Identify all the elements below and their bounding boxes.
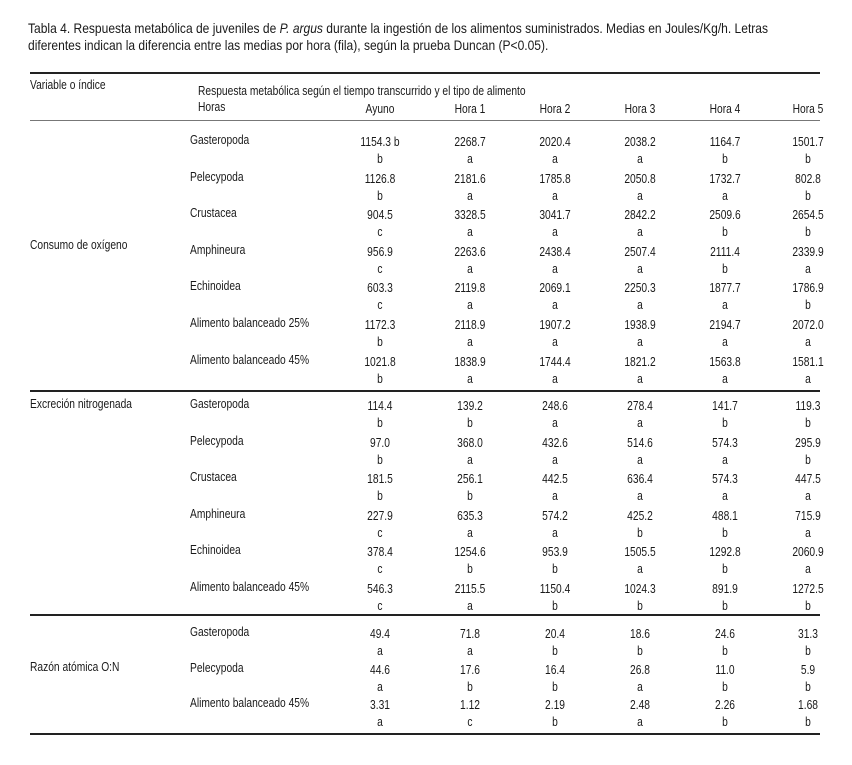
cell-value: 953.9	[542, 545, 568, 560]
cell-value: 1744.4	[539, 354, 571, 369]
cell-value: 3041.7	[539, 208, 571, 223]
cell-significance-letter: b	[722, 225, 728, 240]
cell-significance-letter: c	[467, 715, 473, 729]
cell-significance-letter: a	[805, 489, 811, 504]
cell-value: 2268.7	[454, 135, 486, 149]
cell-significance-letter: a	[805, 335, 811, 349]
cell-value: 2507.4	[624, 244, 656, 259]
cell-value: 71.8	[460, 627, 480, 641]
cell-significance-letter: a	[467, 188, 473, 203]
cell-significance-letter: b	[552, 679, 558, 694]
cell-significance-letter: a	[377, 644, 383, 658]
cell-significance-letter: b	[552, 599, 558, 613]
cell-significance-letter: a	[377, 679, 383, 694]
cell-value: 181.5	[367, 472, 393, 487]
cell-significance-letter: a	[377, 715, 383, 729]
row-label: Pelecypoda	[190, 169, 244, 184]
cell-significance-letter: a	[552, 371, 558, 386]
cell-significance-letter: a	[552, 225, 558, 240]
cell-value: 1838.9	[454, 354, 486, 369]
cell-value: 574.2	[542, 508, 568, 523]
column-header: Hora 1	[454, 102, 486, 116]
cell-significance-letter: a	[637, 371, 643, 386]
row-label: Pelecypoda	[190, 660, 244, 675]
cell-significance-letter: b	[805, 225, 811, 240]
row-label: Crustacea	[190, 206, 237, 221]
cell-value: 2060.9	[792, 545, 824, 560]
cell-significance-letter: a	[722, 371, 728, 386]
cell-significance-letter: a	[552, 525, 558, 540]
cell-significance-letter: b	[805, 152, 811, 166]
cell-significance-letter: a	[637, 261, 643, 276]
cell-value: 1785.8	[539, 171, 571, 186]
cell-value: 1732.7	[709, 171, 741, 186]
column-header: Hora 5	[792, 102, 824, 116]
cell-value: 488.1	[712, 508, 738, 523]
column-header: Hora 3	[624, 102, 656, 116]
cell-significance-letter: b	[722, 562, 728, 577]
cell-value: 442.5	[542, 472, 568, 487]
cell-value: 2339.9	[792, 244, 824, 259]
cell-significance-letter: a	[552, 489, 558, 504]
row-label: Crustacea	[190, 470, 237, 485]
cell-significance-letter: b	[467, 562, 473, 577]
cell-significance-letter: b	[377, 416, 383, 430]
cell-value: 2072.0	[792, 318, 824, 332]
row-label: Alimento balanceado 45%	[190, 580, 310, 594]
table-caption-line1	[28, 20, 768, 37]
section-rule	[30, 733, 820, 735]
cell-significance-letter: a	[467, 644, 473, 658]
cell-value: 278.4	[627, 399, 653, 413]
cell-significance-letter: b	[552, 562, 558, 577]
cell-significance-letter: a	[552, 152, 558, 166]
cell-significance-letter: a	[637, 298, 643, 313]
cell-value: 378.4	[367, 545, 393, 560]
cell-value: 11.0	[715, 662, 735, 677]
variable-label: Excreción nitrogenada	[30, 397, 133, 411]
row-label: Alimento balanceado 25%	[190, 316, 310, 330]
cell-significance-letter: b	[805, 298, 811, 313]
cell-value: 636.4	[627, 472, 653, 487]
cell-significance-letter: b	[552, 644, 558, 658]
cell-value: 2020.4	[539, 135, 571, 149]
cell-value: 603.3	[367, 281, 393, 296]
cell-significance-letter: c	[377, 225, 383, 240]
cell-value: 2438.4	[539, 244, 571, 259]
cell-value: 2038.2	[624, 135, 656, 149]
cell-value: 1563.8	[709, 354, 741, 369]
cell-significance-letter: b	[805, 599, 811, 613]
cell-significance-letter: a	[805, 261, 811, 276]
cell-significance-letter: b	[637, 525, 643, 540]
row-label: Echinoidea	[190, 279, 241, 294]
cell-significance-letter: a	[552, 416, 558, 430]
cell-value: 295.9	[795, 435, 821, 450]
cell-significance-letter: a	[805, 525, 811, 540]
row-label: Gasteropoda	[190, 625, 250, 639]
cell-significance-letter: b	[377, 371, 383, 386]
cell-value: 1821.2	[624, 354, 656, 369]
caption-text: durante la ingestión de los alimentos suministrados. Medias en Joules/Kg/h. Letras	[322, 20, 769, 36]
cell-value: 1021.8	[364, 354, 396, 369]
cell-value: 114.4	[367, 399, 393, 413]
caption-species: P. argus	[279, 20, 323, 36]
cell-significance-letter: b	[722, 525, 728, 540]
cell-value: 2250.3	[624, 281, 656, 296]
cell-significance-letter: a	[637, 225, 643, 240]
cell-value: 2118.9	[454, 318, 486, 332]
cell-significance-letter: a	[637, 452, 643, 467]
variable-label: Consumo de oxígeno	[30, 238, 128, 252]
header-rule	[30, 120, 820, 121]
cell-value: 2.48	[630, 698, 650, 712]
table-caption-line2: diferentes indican la diferencia entre las medias por hora (fila), según la prueba Duncan (P<0.05).	[28, 37, 549, 53]
cell-value: 447.5	[795, 472, 821, 487]
cell-significance-letter: b	[467, 679, 473, 694]
cell-significance-letter: a	[637, 562, 643, 577]
cell-significance-letter: a	[552, 261, 558, 276]
cell-value: 2069.1	[539, 281, 571, 296]
cell-significance-letter: b	[377, 335, 383, 349]
cell-value: 3.31	[370, 698, 390, 712]
cell-value: 715.9	[795, 508, 821, 523]
cell-value: 2115.5	[454, 582, 486, 596]
cell-value: 368.0	[457, 435, 483, 450]
cell-value: 546.3	[367, 582, 393, 596]
cell-significance-letter: a	[805, 562, 811, 577]
cell-value: 139.2	[457, 399, 483, 413]
cell-value: 1.12	[460, 698, 480, 712]
cell-value: 17.6	[460, 662, 480, 677]
cell-significance-letter: b	[377, 152, 383, 166]
cell-value: 574.3	[712, 435, 738, 450]
column-header: Hora 2	[539, 102, 571, 116]
section-rule	[30, 390, 820, 392]
cell-significance-letter: a	[637, 715, 643, 729]
row-label: Gasteropoda	[190, 133, 250, 147]
cell-significance-letter: a	[552, 298, 558, 313]
cell-significance-letter: b	[805, 715, 811, 729]
cell-value: 1501.7	[792, 135, 824, 149]
cell-value: 904.5	[367, 208, 393, 223]
cell-value: 1938.9	[624, 318, 656, 332]
header-group: Respuesta metabólica según el tiempo transcurrido y el tipo de alimento	[198, 84, 526, 98]
cell-value: 44.6	[370, 662, 390, 677]
cell-value: 3328.5	[454, 208, 486, 223]
row-label: Amphineura	[190, 506, 246, 521]
cell-significance-letter: b	[722, 644, 728, 658]
row-label: Alimento balanceado 45%	[190, 696, 310, 710]
cell-significance-letter: a	[552, 188, 558, 203]
cell-value: 2194.7	[709, 318, 741, 332]
cell-significance-letter: b	[722, 599, 728, 613]
cell-significance-letter: a	[552, 335, 558, 349]
row-label: Echinoidea	[190, 543, 241, 558]
cell-significance-letter: a	[467, 335, 473, 349]
row-label: Pelecypoda	[190, 433, 244, 448]
cell-significance-letter: c	[377, 525, 383, 540]
cell-significance-letter: c	[377, 599, 383, 613]
cell-significance-letter: c	[377, 562, 383, 577]
cell-significance-letter: a	[467, 599, 473, 613]
cell-significance-letter: a	[467, 298, 473, 313]
cell-value: 574.3	[712, 472, 738, 487]
cell-value: 2654.5	[792, 208, 824, 223]
cell-value: 2181.6	[454, 171, 486, 186]
cell-value: 2111.4	[710, 244, 740, 259]
cell-value: 97.0	[370, 435, 390, 450]
cell-value: 1172.3	[364, 318, 396, 332]
cell-significance-letter: b	[552, 715, 558, 729]
cell-significance-letter: b	[722, 679, 728, 694]
cell-value: 891.9	[712, 582, 738, 596]
cell-value: 425.2	[627, 508, 653, 523]
cell-significance-letter: b	[805, 416, 811, 430]
cell-significance-letter: a	[637, 152, 643, 166]
cell-significance-letter: a	[637, 416, 643, 430]
cell-significance-letter: b	[805, 452, 811, 467]
cell-value: 2263.6	[454, 244, 486, 259]
cell-significance-letter: b	[467, 416, 473, 430]
cell-significance-letter: b	[722, 261, 728, 276]
cell-significance-letter: b	[722, 152, 728, 166]
cell-significance-letter: c	[377, 261, 383, 276]
cell-significance-letter: a	[637, 679, 643, 694]
header-horas: Horas	[198, 100, 226, 114]
cell-value: 26.8	[630, 662, 650, 677]
cell-significance-letter: a	[467, 452, 473, 467]
variable-label: Razón atómica O:N	[30, 660, 120, 674]
cell-significance-letter: a	[467, 152, 473, 166]
cell-value: 1292.8	[709, 545, 741, 560]
section-rule	[30, 614, 820, 616]
cell-value: 24.6	[715, 627, 735, 641]
cell-value: 2.26	[715, 698, 735, 712]
cell-significance-letter: b	[467, 489, 473, 504]
cell-value: 802.8	[795, 171, 821, 186]
row-label: Alimento balanceado 45%	[190, 352, 310, 367]
header-variable: Variable o índice	[30, 78, 106, 92]
cell-significance-letter: a	[722, 298, 728, 313]
cell-significance-letter: a	[552, 452, 558, 467]
row-label: Gasteropoda	[190, 397, 250, 411]
cell-significance-letter: a	[722, 452, 728, 467]
cell-value: 18.6	[630, 627, 650, 641]
cell-significance-letter: a	[637, 188, 643, 203]
cell-significance-letter: a	[722, 489, 728, 504]
row-label: Amphineura	[190, 242, 246, 257]
cell-value: 1024.3	[624, 582, 656, 596]
cell-value: 2050.8	[624, 171, 656, 186]
cell-value: 2509.6	[709, 208, 741, 223]
cell-value: 16.4	[545, 662, 565, 677]
cell-significance-letter: a	[805, 371, 811, 386]
cell-value: 432.6	[542, 435, 568, 450]
cell-value: 141.7	[712, 399, 738, 413]
cell-value: 5.9	[800, 662, 816, 677]
cell-value: 1126.8	[364, 171, 396, 186]
cell-value: 1164.7	[709, 135, 741, 149]
cell-value: 256.1	[457, 472, 483, 487]
cell-significance-letter: a	[467, 225, 473, 240]
cell-significance-letter: b	[805, 644, 811, 658]
cell-significance-letter: b	[722, 715, 728, 729]
cell-value: 227.9	[367, 508, 393, 523]
cell-significance-letter: c	[377, 298, 383, 313]
cell-value: 1907.2	[539, 318, 571, 332]
cell-significance-letter: a	[467, 261, 473, 276]
cell-significance-letter: b	[377, 188, 383, 203]
cell-value: 1150.4	[539, 582, 571, 596]
cell-value: 1786.9	[792, 281, 824, 296]
cell-value: 49.4	[370, 627, 390, 641]
column-header: Ayuno	[365, 102, 395, 116]
cell-significance-letter: b	[377, 489, 383, 504]
column-header: Hora 4	[709, 102, 741, 116]
cell-significance-letter: b	[637, 599, 643, 613]
cell-significance-letter: b	[722, 416, 728, 430]
cell-value: 1272.5	[792, 582, 824, 596]
table-top-rule	[30, 72, 820, 74]
cell-significance-letter: b	[637, 644, 643, 658]
cell-value: 248.6	[542, 399, 568, 413]
cell-value: 1505.5	[624, 545, 656, 560]
cell-significance-letter: b	[805, 188, 811, 203]
cell-significance-letter: a	[722, 188, 728, 203]
cell-value: 635.3	[457, 508, 483, 523]
cell-value: 1154.3 b	[360, 135, 400, 149]
cell-significance-letter: a	[467, 371, 473, 386]
cell-value: 2.19	[545, 698, 565, 712]
cell-significance-letter: a	[637, 335, 643, 349]
cell-value: 1254.6	[454, 545, 486, 560]
cell-value: 2119.8	[454, 281, 486, 296]
cell-significance-letter: b	[805, 679, 811, 694]
cell-significance-letter: b	[377, 452, 383, 467]
cell-significance-letter: a	[637, 489, 643, 504]
cell-value: 1877.7	[709, 281, 741, 296]
cell-value: 956.9	[367, 244, 393, 259]
cell-significance-letter: a	[722, 335, 728, 349]
cell-value: 1.68	[798, 698, 818, 712]
cell-value: 20.4	[545, 627, 565, 641]
cell-value: 1581.1	[792, 354, 824, 369]
cell-value: 31.3	[798, 627, 818, 641]
cell-significance-letter: a	[467, 525, 473, 540]
cell-value: 119.3	[795, 399, 821, 413]
cell-value: 514.6	[627, 435, 653, 450]
caption-text: Tabla 4. Respuesta metabólica de juveniles de	[28, 20, 280, 36]
cell-value: 2842.2	[624, 208, 656, 223]
